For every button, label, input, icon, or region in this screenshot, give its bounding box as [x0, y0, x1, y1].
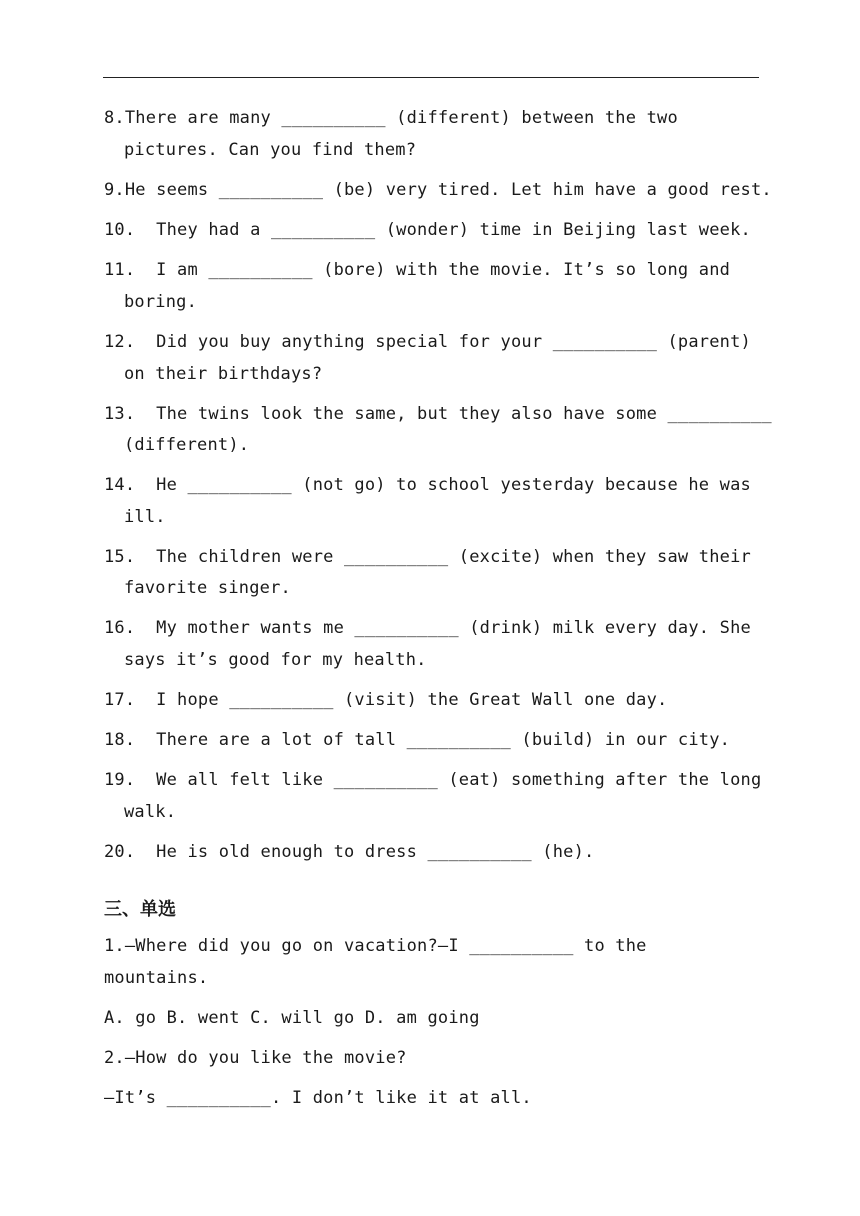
- choice-1-line-1: 1.—Where did you go on vacation?—I __________ to the: [104, 936, 647, 956]
- question-17-line-1: 17. I hope __________ (visit) the Great Wall one day.: [104, 690, 668, 710]
- question-8-line-2: pictures. Can you find them?: [124, 140, 417, 160]
- choice-1-options: A. go B. went C. will go D. am going: [104, 1008, 480, 1028]
- question-9-line-1: 9.He seems __________ (be) very tired. Let him have a good rest.: [104, 180, 772, 200]
- question-19-line-2: walk.: [124, 802, 177, 822]
- choice-2-line-2: —It’s __________. I don’t like it at all.: [104, 1088, 532, 1108]
- question-10-line-1: 10. They had a __________ (wonder) time in Beijing last week.: [104, 220, 751, 240]
- choice-1-line-2: mountains.: [104, 968, 209, 988]
- section-title: 三、单选: [104, 899, 176, 920]
- question-13-line-1: 13. The twins look the same, but they also have some __________: [104, 404, 772, 424]
- question-11-line-1: 11. I am __________ (bore) with the movie. It’s so long and: [104, 260, 731, 280]
- question-18-line-1: 18. There are a lot of tall __________ (build) in our city.: [104, 730, 731, 750]
- question-20-line-1: 20. He is old enough to dress __________ (he).: [104, 842, 595, 862]
- question-11-line-2: boring.: [124, 292, 198, 312]
- choice-2-line-1: 2.—How do you like the movie?: [104, 1048, 407, 1068]
- header-rule: [103, 77, 759, 78]
- question-12-line-2: on their birthdays?: [124, 364, 323, 384]
- question-16-line-1: 16. My mother wants me __________ (drink) milk every day. She: [104, 618, 751, 638]
- question-15-line-2: favorite singer.: [124, 578, 291, 598]
- question-8-line-1: 8.There are many __________ (different) between the two: [104, 108, 678, 128]
- question-12-line-1: 12. Did you buy anything special for your __________ (parent): [104, 332, 751, 352]
- question-16-line-2: says it’s good for my health.: [124, 650, 427, 670]
- question-14-line-2: ill.: [124, 507, 166, 527]
- question-13-line-2: (different).: [124, 435, 250, 455]
- question-14-line-1: 14. He __________ (not go) to school yesterday because he was: [104, 475, 751, 495]
- question-19-line-1: 19. We all felt like __________ (eat) something after the long: [104, 770, 762, 790]
- question-15-line-1: 15. The children were __________ (excite) when they saw their: [104, 547, 751, 567]
